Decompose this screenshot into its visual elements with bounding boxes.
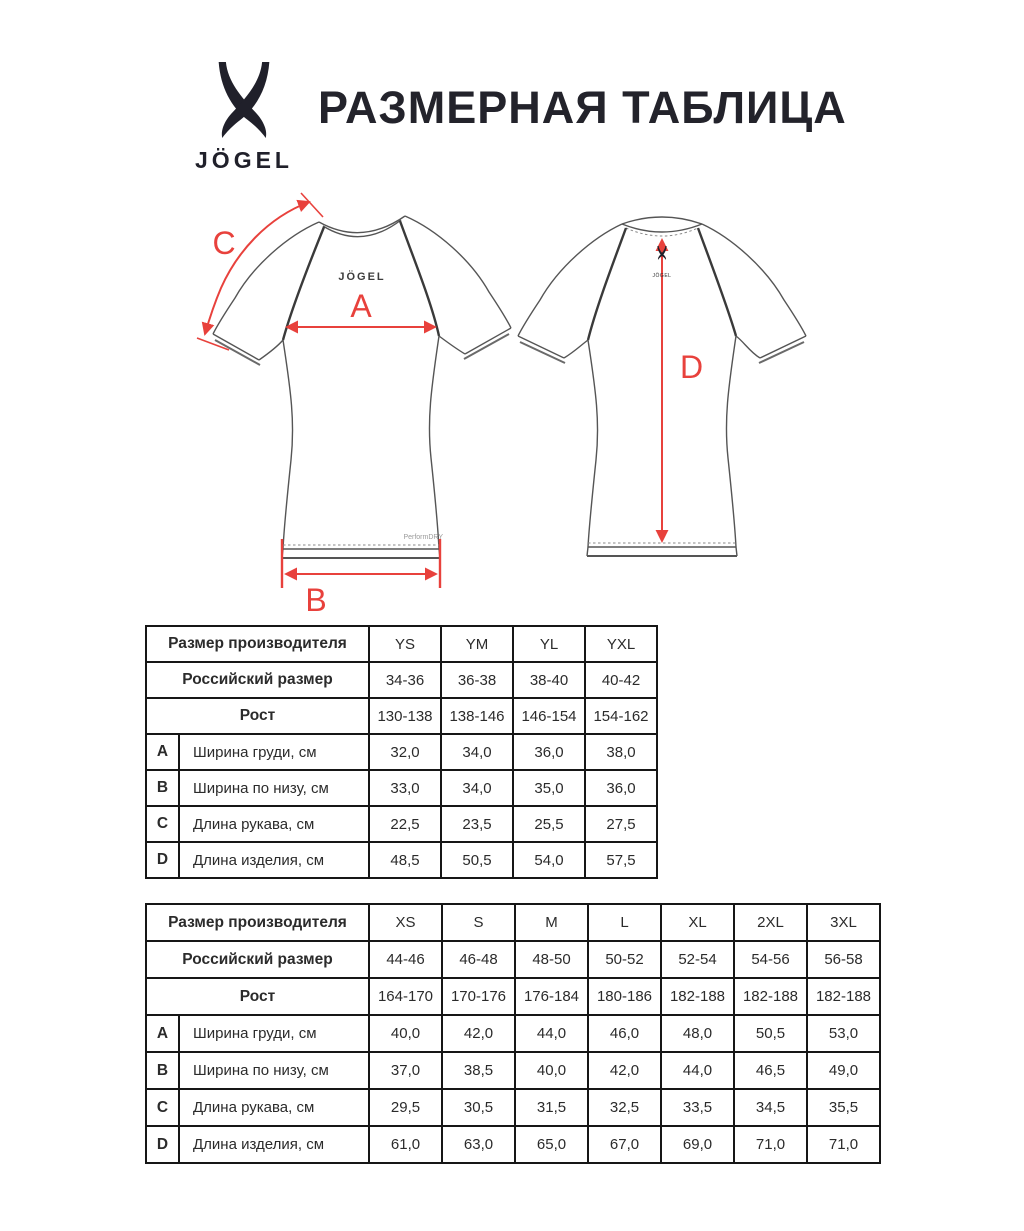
measure-value-cell: 54,0 (513, 842, 585, 878)
measure-value-cell: 44,0 (661, 1052, 734, 1089)
label-bottom-width: B (305, 582, 327, 617)
measure-value-cell: 34,0 (441, 770, 513, 806)
size-value-cell: 164-170 (369, 978, 442, 1015)
measure-value-cell: 61,0 (369, 1126, 442, 1163)
header-row (146, 978, 880, 1015)
measure-value-cell: 36,0 (585, 770, 657, 806)
jogel-logo-icon (204, 62, 284, 138)
size-value-cell: 50-52 (588, 941, 661, 978)
measure-value-cell: 46,5 (734, 1052, 807, 1089)
measure-value-cell: 50,5 (441, 842, 513, 878)
measure-label-cell: Ширина по низу, см (179, 770, 369, 806)
size-value-cell: 48-50 (515, 941, 588, 978)
measure-label-cell: Длина изделия, см (179, 1126, 369, 1163)
measure-value-cell: 36,0 (513, 734, 585, 770)
measure-value-cell: 27,5 (585, 806, 657, 842)
measure-row (146, 806, 657, 842)
measure-value-cell: 65,0 (515, 1126, 588, 1163)
measure-row (146, 842, 657, 878)
measure-letter-cell: D (146, 842, 179, 878)
measure-value-cell: 29,5 (369, 1089, 442, 1126)
measure-value-cell: 32,5 (588, 1089, 661, 1126)
size-value-cell: 56-58 (807, 941, 880, 978)
measure-label-cell: Длина рукава, см (179, 1089, 369, 1126)
back-neck-logo-text: JÖGEL (652, 273, 672, 279)
size-value-cell: XS (369, 904, 442, 941)
measure-value-cell: 49,0 (807, 1052, 880, 1089)
measure-letter-cell: C (146, 1089, 179, 1126)
size-value-cell: 3XL (807, 904, 880, 941)
measure-row (146, 1015, 880, 1052)
front-measure-arrows (197, 193, 440, 617)
row-header-cell: Рост (146, 698, 369, 734)
size-value-cell: XL (661, 904, 734, 941)
measure-value-cell: 35,0 (513, 770, 585, 806)
youth-size-table (145, 625, 658, 879)
measure-value-cell: 53,0 (807, 1015, 880, 1052)
header-row (146, 662, 657, 698)
size-value-cell: YL (513, 626, 585, 662)
header-row (146, 698, 657, 734)
sleeve-arrow-top-tick (301, 193, 323, 217)
label-chest-width: A (350, 288, 372, 324)
measure-value-cell: 63,0 (442, 1126, 515, 1163)
measure-value-cell: 23,5 (441, 806, 513, 842)
measure-label-cell: Ширина по низу, см (179, 1052, 369, 1089)
size-value-cell: S (442, 904, 515, 941)
measure-letter-cell: B (146, 770, 179, 806)
brand-wordmark: JÖGEL (195, 147, 293, 173)
row-header-cell: Российский размер (146, 941, 369, 978)
size-value-cell: 176-184 (515, 978, 588, 1015)
back-measure-arrows (662, 240, 703, 541)
shirt-measurement-diagram (190, 192, 840, 617)
measure-value-cell: 38,0 (585, 734, 657, 770)
size-value-cell: 154-162 (585, 698, 657, 734)
label-sleeve-length: C (212, 225, 236, 261)
measure-value-cell: 67,0 (588, 1126, 661, 1163)
measure-value-cell: 48,0 (661, 1015, 734, 1052)
size-value-cell: 170-176 (442, 978, 515, 1015)
measure-value-cell: 42,0 (588, 1052, 661, 1089)
label-garment-length: D (680, 349, 704, 385)
size-value-cell: YM (441, 626, 513, 662)
measure-row (146, 1089, 880, 1126)
row-header-cell: Рост (146, 978, 369, 1015)
size-value-cell: 180-186 (588, 978, 661, 1015)
size-value-cell: YXL (585, 626, 657, 662)
measure-value-cell: 71,0 (734, 1126, 807, 1163)
header-row (146, 626, 657, 662)
measure-letter-cell: B (146, 1052, 179, 1089)
page-title: РАЗМЕРНАЯ ТАБЛИЦА (318, 82, 847, 133)
size-value-cell: 54-56 (734, 941, 807, 978)
size-value-cell: 182-188 (807, 978, 880, 1015)
measure-row (146, 770, 657, 806)
measure-value-cell: 34,5 (734, 1089, 807, 1126)
size-value-cell: 36-38 (441, 662, 513, 698)
measure-label-cell: Длина рукава, см (179, 806, 369, 842)
measure-row (146, 1126, 880, 1163)
measure-value-cell: 69,0 (661, 1126, 734, 1163)
row-header-cell: Российский размер (146, 662, 369, 698)
measure-value-cell: 38,5 (442, 1052, 515, 1089)
row-header-cell: Размер производителя (146, 904, 369, 941)
measure-label-cell: Ширина груди, см (179, 734, 369, 770)
measure-value-cell: 33,0 (369, 770, 441, 806)
measure-letter-cell: A (146, 734, 179, 770)
row-header-cell: Размер производителя (146, 626, 369, 662)
size-value-cell: M (515, 904, 588, 941)
adult-size-table (145, 903, 881, 1164)
measure-value-cell: 44,0 (515, 1015, 588, 1052)
measure-value-cell: 37,0 (369, 1052, 442, 1089)
size-value-cell: 182-188 (661, 978, 734, 1015)
measure-value-cell: 32,0 (369, 734, 441, 770)
size-value-cell: 138-146 (441, 698, 513, 734)
size-value-cell: 182-188 (734, 978, 807, 1015)
measure-value-cell: 33,5 (661, 1089, 734, 1126)
measure-value-cell: 46,0 (588, 1015, 661, 1052)
header-row (146, 941, 880, 978)
brand-block (184, 62, 304, 174)
measure-value-cell: 31,5 (515, 1089, 588, 1126)
header-row (146, 904, 880, 941)
measure-value-cell: 22,5 (369, 806, 441, 842)
measure-value-cell: 25,5 (513, 806, 585, 842)
measure-value-cell: 34,0 (441, 734, 513, 770)
measure-value-cell: 40,0 (515, 1052, 588, 1089)
measure-value-cell: 30,5 (442, 1089, 515, 1126)
size-value-cell: 52-54 (661, 941, 734, 978)
measure-value-cell: 40,0 (369, 1015, 442, 1052)
measure-label-cell: Длина изделия, см (179, 842, 369, 878)
measure-letter-cell: C (146, 806, 179, 842)
size-value-cell: 146-154 (513, 698, 585, 734)
measure-value-cell: 48,5 (369, 842, 441, 878)
measure-value-cell: 42,0 (442, 1015, 515, 1052)
size-value-cell: YS (369, 626, 441, 662)
size-value-cell: 40-42 (585, 662, 657, 698)
size-value-cell: 44-46 (369, 941, 442, 978)
fabric-tech-label: PerformDRY (403, 534, 443, 541)
measure-letter-cell: A (146, 1015, 179, 1052)
measure-row (146, 1052, 880, 1089)
measure-label-cell: Ширина груди, см (179, 1015, 369, 1052)
size-value-cell: 46-48 (442, 941, 515, 978)
measure-letter-cell: D (146, 1126, 179, 1163)
front-shirt-drawing (213, 216, 511, 558)
measure-value-cell: 57,5 (585, 842, 657, 878)
size-value-cell: L (588, 904, 661, 941)
size-value-cell: 34-36 (369, 662, 441, 698)
measure-value-cell: 35,5 (807, 1089, 880, 1126)
size-value-cell: 130-138 (369, 698, 441, 734)
measure-value-cell: 50,5 (734, 1015, 807, 1052)
measure-row (146, 734, 657, 770)
size-value-cell: 38-40 (513, 662, 585, 698)
front-chest-logo: JÖGEL (338, 271, 386, 283)
size-value-cell: 2XL (734, 904, 807, 941)
measure-value-cell: 71,0 (807, 1126, 880, 1163)
